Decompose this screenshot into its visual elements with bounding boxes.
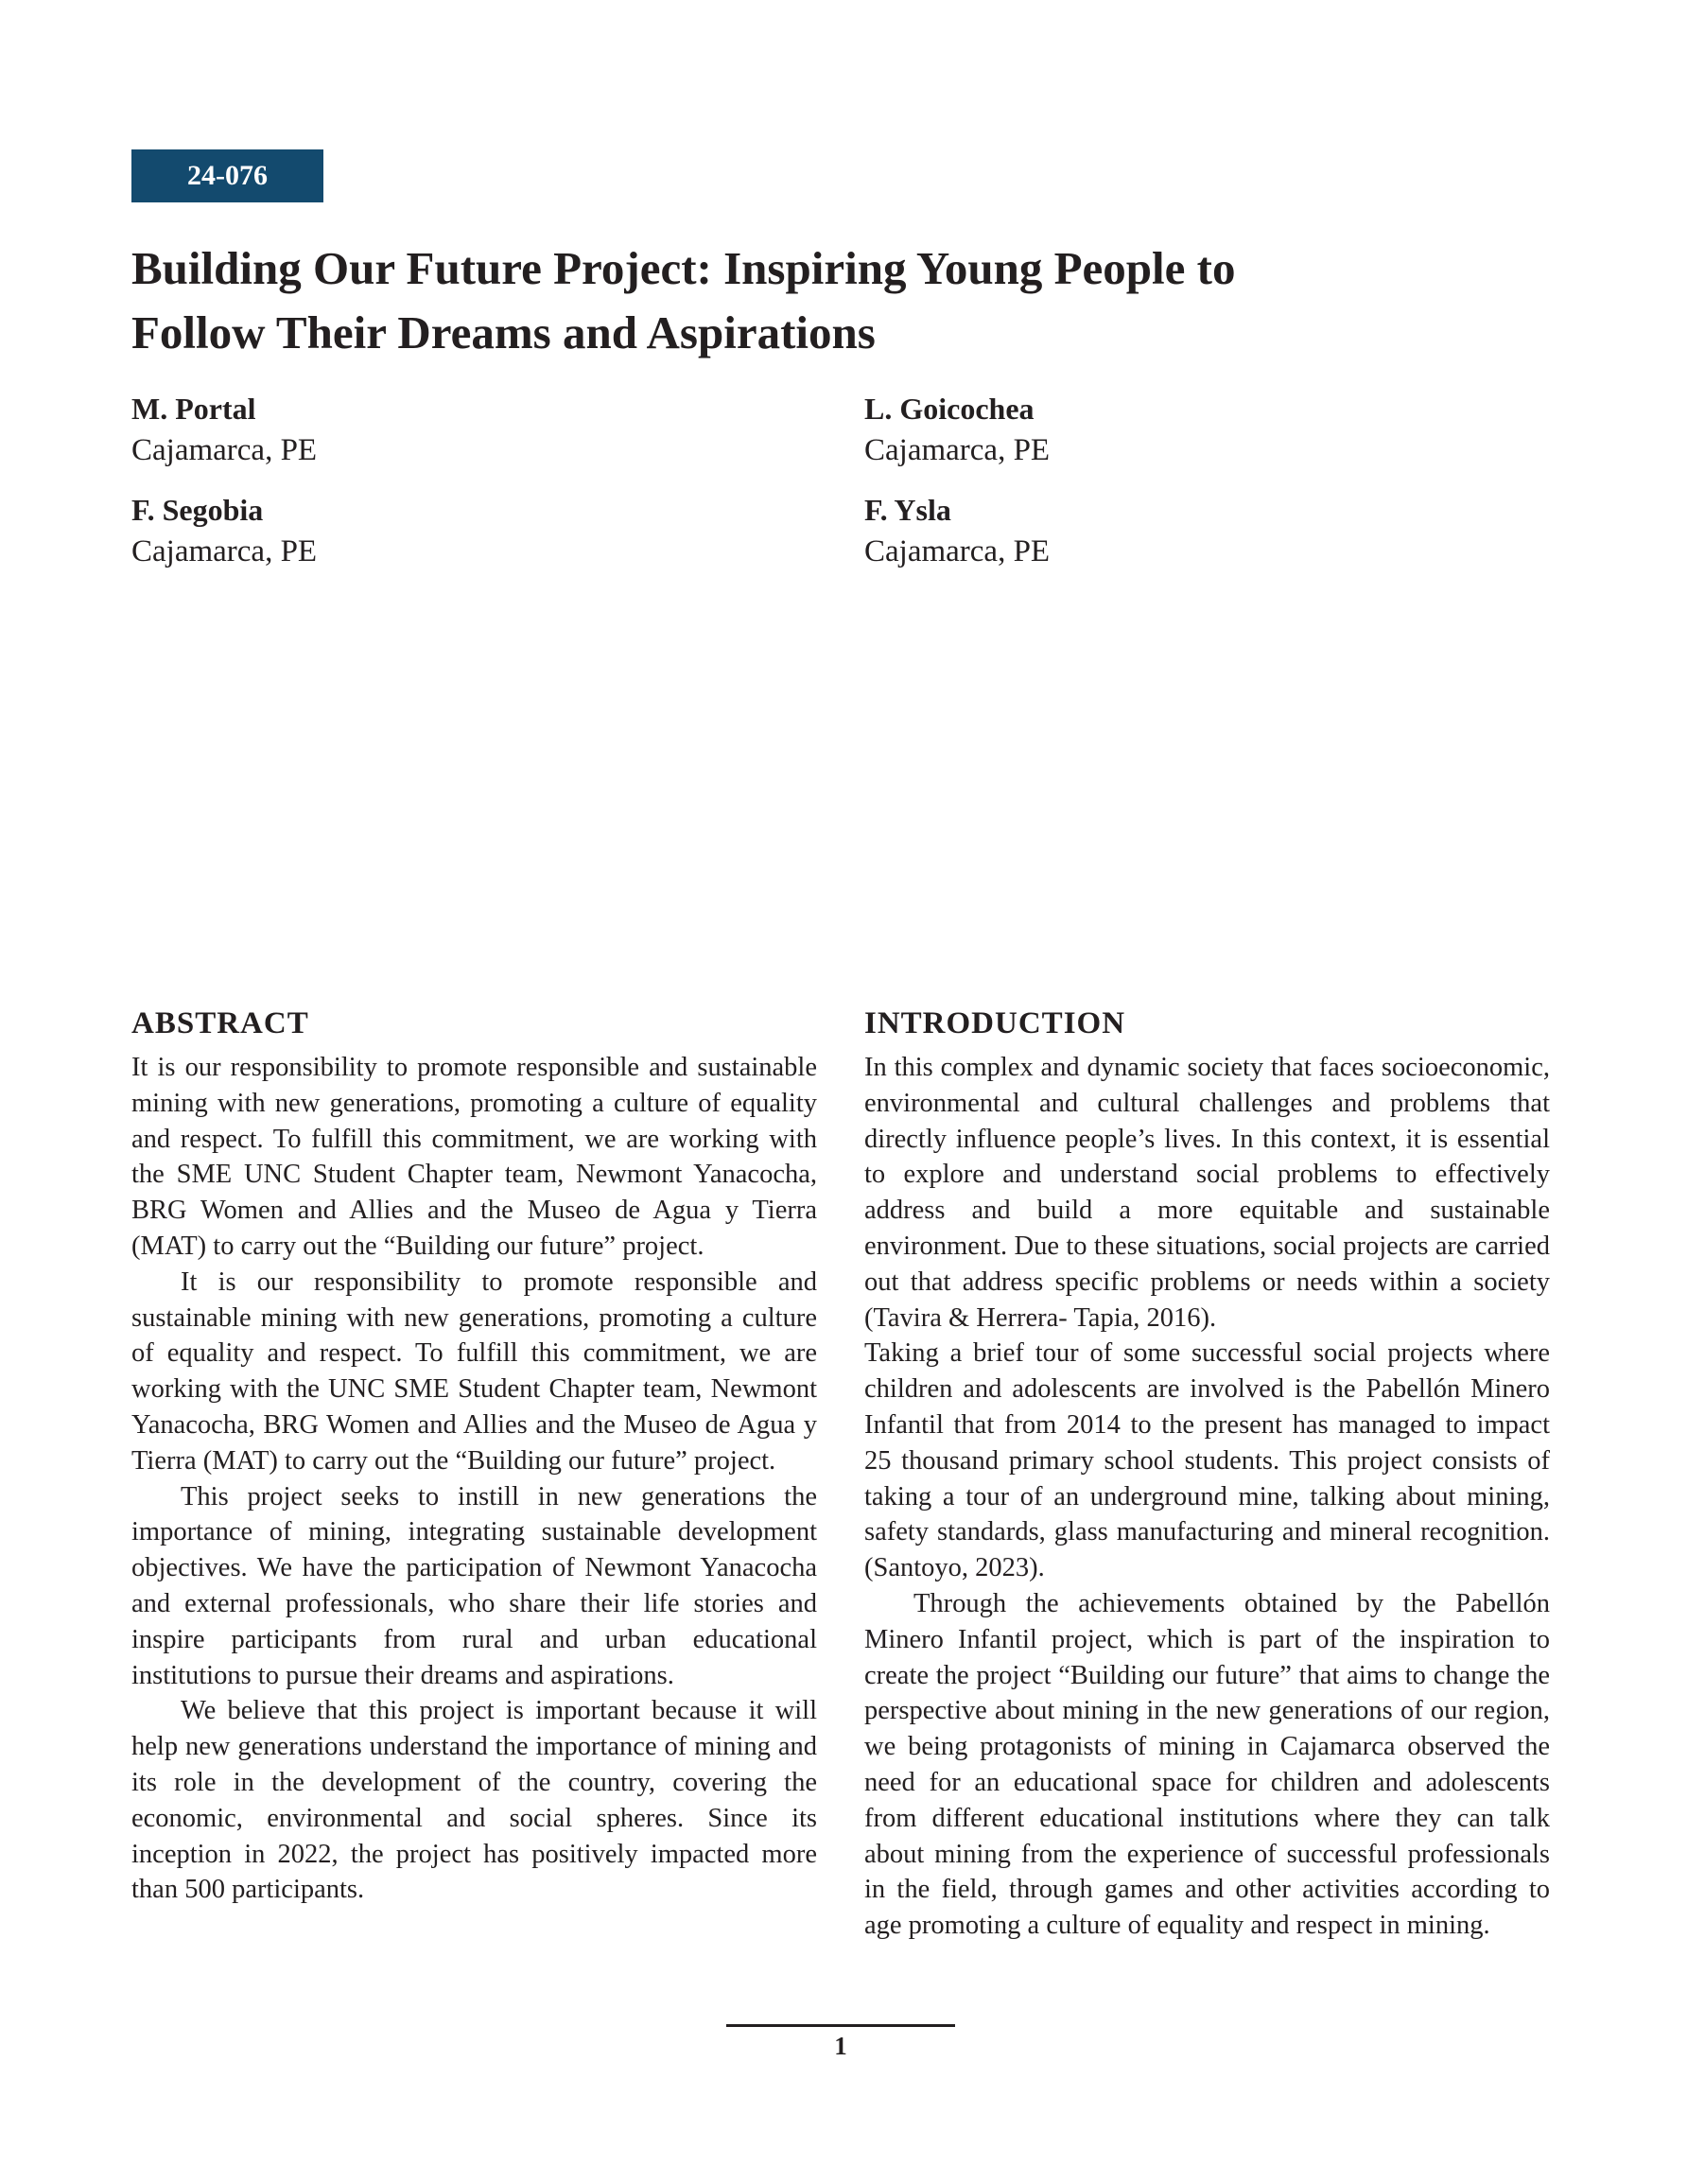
author-name: F. Segobia bbox=[131, 493, 264, 527]
author-name: M. Portal bbox=[131, 392, 256, 426]
paper-title bbox=[131, 236, 1503, 365]
title-line-2: Follow Their Dreams and Aspirations bbox=[131, 306, 876, 358]
introduction-heading: INTRODUCTION bbox=[864, 1006, 1126, 1040]
abstract-paragraph: It is our responsibility to promote responsible and sustainable mining with new generations, promoting a culture of equality and respect. To fulfill this commitment, we are working with the SME UNC Student Chapter team, Newmont Yanacocha, BRG Women and Allies and the Museo de Agua y Tierra (MAT) to carry out the “Building our future” project. bbox=[131, 1053, 817, 1261]
author-affiliation: Cajamarca, PE bbox=[864, 433, 1051, 467]
introduction-section bbox=[864, 1005, 1550, 1944]
introduction-paragraph: Taking a brief tour of some successful social projects where children and adolescents are involved is the Pabellón Minero Infantil that from 2014 to the present has managed to impact 25 thousand primary school students. This project consists of taking a tour of an underground mine, talking about mining, safety standards, glass manufacturing and mineral recognition. (Santoyo, 2023). bbox=[864, 1338, 1550, 1583]
title-line-1: Building Our Future Project: Inspiring Young People to bbox=[131, 242, 1236, 294]
abstract-paragraph: It is our responsibility to promote responsible and sustainable mining with new generations, promoting a culture of equality and respect. To fulfill this commitment, we are working with the UNC SME Student Chapter team, Newmont Yanacocha, BRG Women and Allies and the Museo de Agua y Tierra (MAT) to carry out the “Building our future” project. bbox=[131, 1267, 817, 1476]
paper-number-badge: 24-076 bbox=[131, 149, 323, 202]
introduction-paragraph: Through the achievements obtained by the Pabellón Minero Infantil project, which is part of the inspiration to create the project “Building our future” that aims to change the perspective about mining in the new generations of our region, we being protagonists of mining in Cajamarca observed the need for an educational space for children and adolescents from different educational institutions where they can talk about mining from the experience of successful professionals in the field, through games and other activities according to age promoting a culture of equality and respect in mining. bbox=[864, 1588, 1550, 1941]
abstract-paragraph: This project seeks to instill in new generations the importance of mining, integrating sustainable development objectives. We have the participation of Newmont Yanacocha and external professionals, who share their life stories and inspire participants from rural and urban educational institutions to pursue their dreams and aspirations. bbox=[131, 1481, 817, 1690]
author-block-4 bbox=[864, 489, 1432, 572]
footer-divider bbox=[726, 2024, 955, 2027]
author-block-2 bbox=[864, 388, 1432, 471]
author-affiliation: Cajamarca, PE bbox=[864, 534, 1051, 568]
abstract-paragraph: We believe that this project is important because it will help new generations understand the importance of mining and its role in the development of the country, covering the economic, environmental and social spheres. Since its inception in 2022, the project has positively impacted more than 500 participants. bbox=[131, 1696, 817, 1905]
author-name: F. Ysla bbox=[864, 493, 951, 527]
introduction-paragraph: In this complex and dynamic society that faces socioeconomic, environmental and cultural challenges and problems that directly influence people’s lives. In this context, it is essential to explore and understand social problems to effectively address and build a more equitable and sustainable environment. Due to these situations, social projects are carried out that address specific problems or needs within a society (Tavira & Herrera- Tapia, 2016). bbox=[864, 1053, 1550, 1333]
author-block-1 bbox=[131, 388, 699, 471]
page-number: 1 bbox=[834, 2032, 847, 2060]
author-affiliation: Cajamarca, PE bbox=[131, 534, 318, 568]
abstract-section bbox=[131, 1005, 817, 1908]
abstract-heading: ABSTRACT bbox=[131, 1006, 309, 1040]
author-name: L. Goicochea bbox=[864, 392, 1035, 426]
author-block-3 bbox=[131, 489, 699, 572]
author-affiliation: Cajamarca, PE bbox=[131, 433, 318, 467]
